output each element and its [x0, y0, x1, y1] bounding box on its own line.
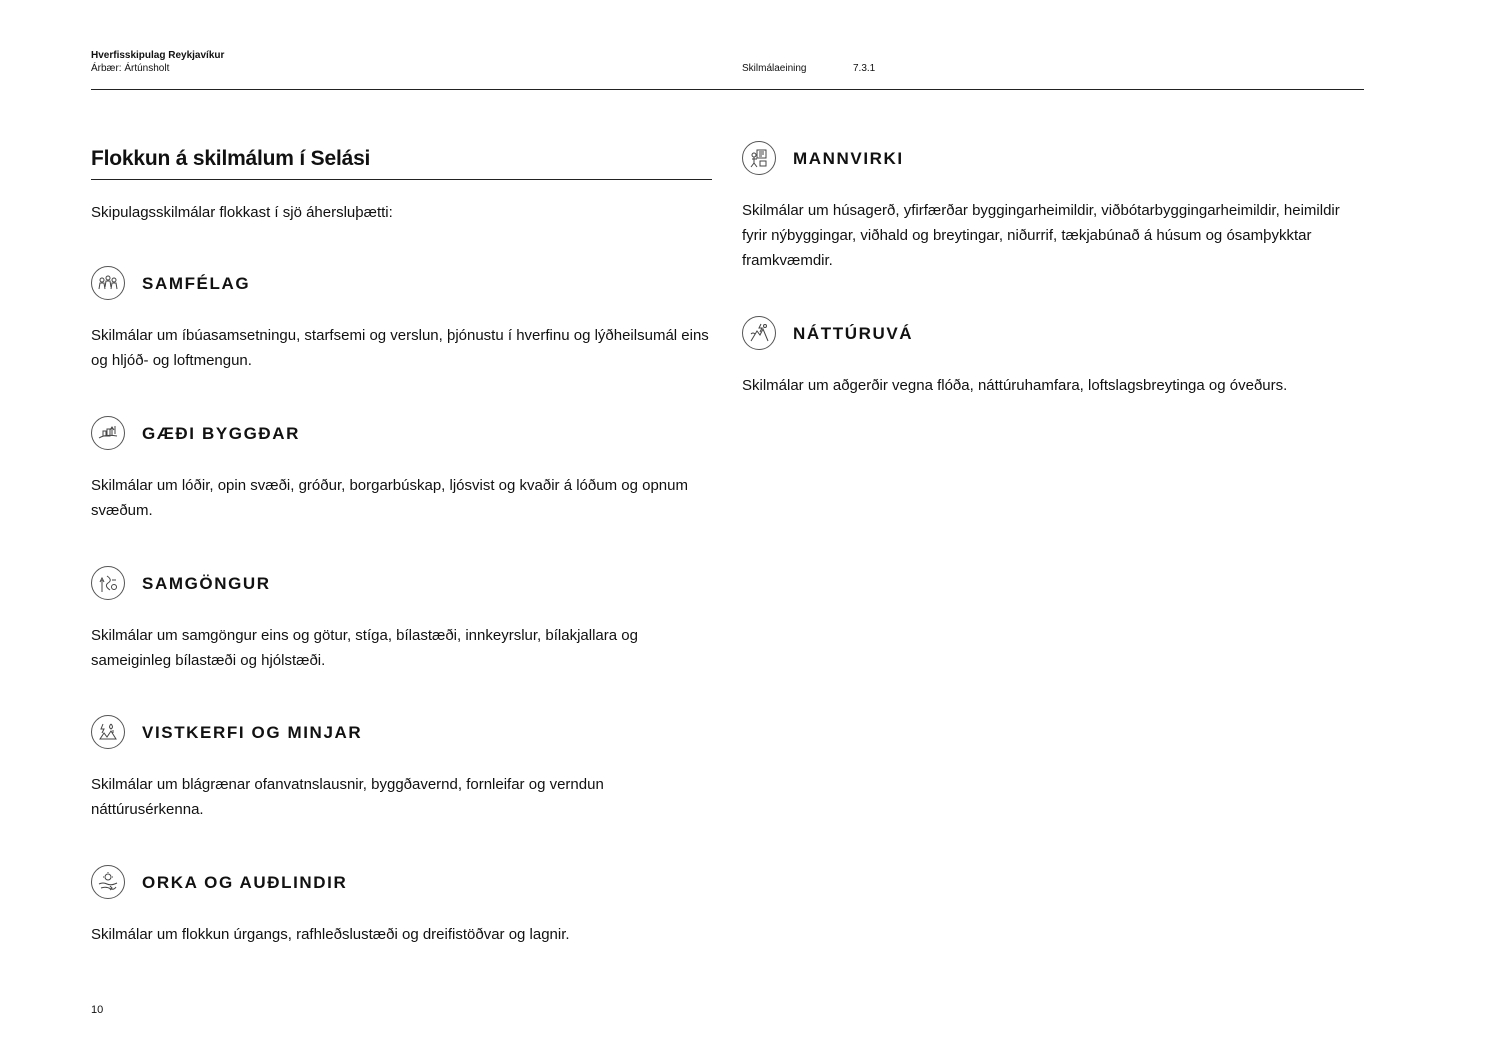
category-header [91, 865, 716, 905]
category-description: Skilmálar um húsagerð, yfirfærðar byggingarheimildir, viðbótarbyggingarheimildir, heimildir fyrir nýbyggingar, viðhald og breytingar, niðurrif, tækjabúnað á húsum og ósamþykktar framkvæmdir. [742, 202, 1340, 269]
category-header [742, 141, 1367, 181]
category-label: NÁTTÚRUVÁ [793, 324, 914, 343]
category-vistkerfi-og-minjar [91, 715, 716, 818]
nature-hazard-icon [742, 316, 776, 350]
transport-icon [91, 566, 125, 600]
quality-icon [91, 416, 125, 450]
category-samfelag [91, 266, 716, 369]
category-gaedi-byggdar [91, 416, 716, 519]
document-title: Hverfisskipulag Reykjavíkur [91, 50, 225, 61]
page-number: 10 [91, 1004, 104, 1016]
category-description: Skilmálar um flokkun úrgangs, rafhleðslustæði og dreifistöðvar og lagnir. [91, 926, 570, 943]
category-header [91, 416, 716, 456]
category-label: VISTKERFI OG MINJAR [142, 723, 363, 742]
header-divider [91, 89, 1364, 90]
page-title: Flokkun á skilmálum í Selási [91, 147, 371, 170]
category-header [91, 266, 716, 306]
category-natturuva [742, 316, 1367, 394]
category-label: ORKA OG AUÐLINDIR [142, 873, 348, 892]
category-description: Skilmálar um lóðir, opin svæði, gróður, borgarbúskap, ljósvist og kvaðir á lóðum og opnum svæðum. [91, 477, 688, 519]
energy-icon [91, 865, 125, 899]
category-header [91, 566, 716, 606]
structures-icon [742, 141, 776, 175]
category-orka-og-audlindir [91, 865, 716, 943]
category-label: GÆÐI BYGGÐAR [142, 424, 301, 443]
intro-text: Skipulagsskilmálar flokkast í sjö áhersluþætti: [91, 204, 393, 221]
category-label: SAMFÉLAG [142, 274, 251, 293]
category-samgongur [91, 566, 716, 669]
category-label: MANNVIRKI [793, 149, 904, 168]
title-divider [91, 179, 712, 180]
section-code: 7.3.1 [853, 63, 876, 74]
category-label: SAMGÖNGUR [142, 574, 271, 593]
category-header [91, 715, 716, 755]
document-subtitle: Árbær: Ártúnsholt [91, 63, 170, 74]
ecosystem-icon [91, 715, 125, 749]
category-description: Skilmálar um aðgerðir vegna flóða, náttúruhamfara, loftslagsbreytinga og óveðurs. [742, 377, 1288, 394]
category-description: Skilmálar um samgöngur eins og götur, stíga, bílastæði, innkeyrslur, bílakjallara og sameiginleg bílastæði og hjólstæði. [91, 627, 638, 669]
category-description: Skilmálar um íbúasamsetningu, starfsemi og verslun, þjónustu í hverfinu og lýðheilsumál eins og hljóð- og loftmengun. [91, 327, 709, 369]
section-name: Skilmálaeining [742, 63, 807, 74]
category-description: Skilmálar um blágrænar ofanvatnslausnir, byggðavernd, fornleifar og verndun náttúrusérkenna. [91, 776, 604, 818]
category-mannvirki [742, 141, 1367, 269]
category-header [742, 316, 1367, 356]
community-icon [91, 266, 125, 300]
